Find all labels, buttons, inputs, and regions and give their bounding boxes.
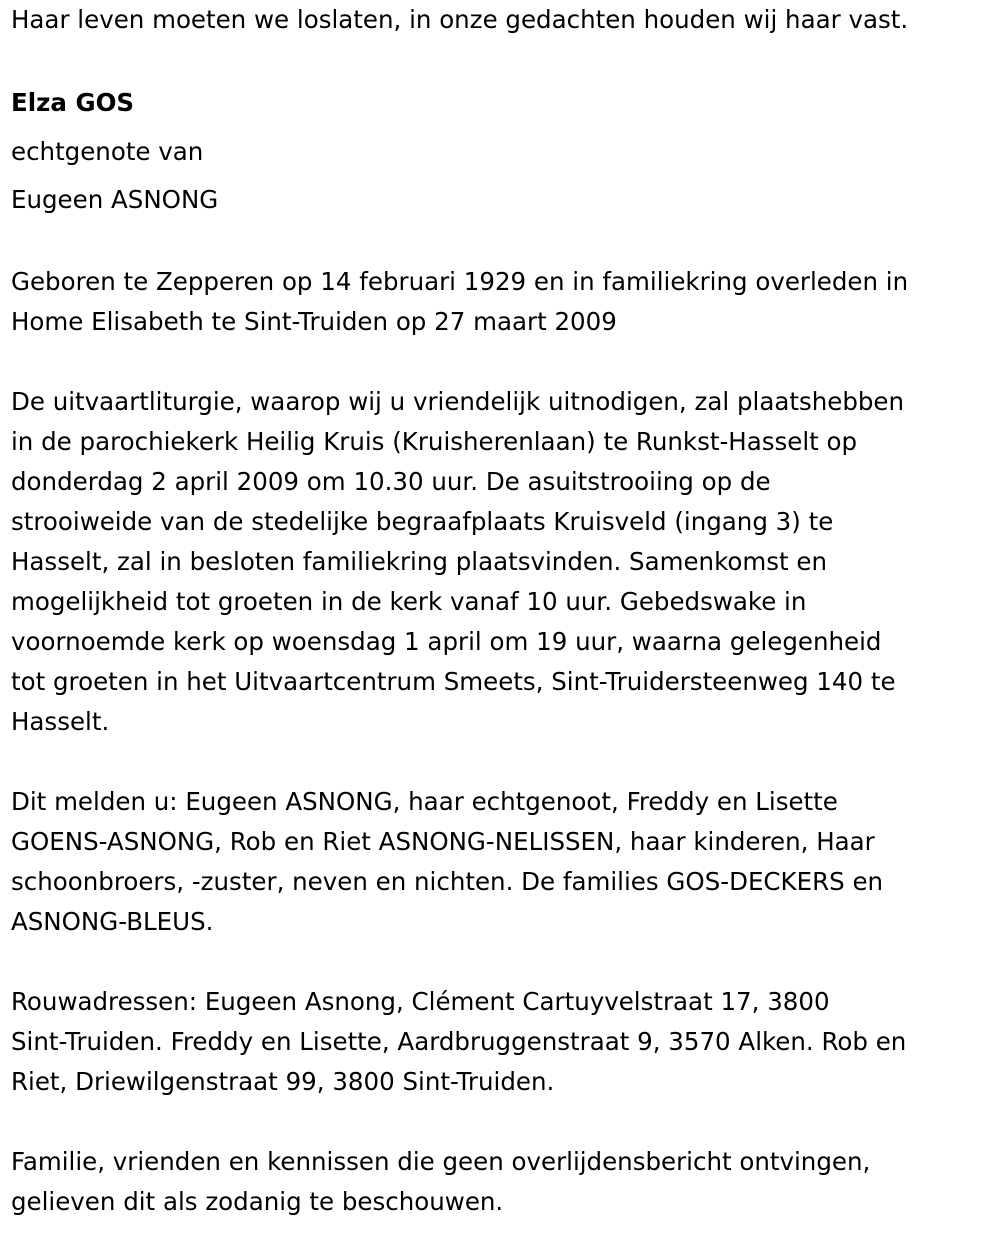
motto-text: Haar leven moeten we loslaten, in onze gedachten houden wij haar vast. — [11, 5, 909, 34]
spacer — [11, 342, 996, 382]
spacer — [11, 224, 996, 262]
paragraph-line: schoonbroers, -zuster, neven en nichten. De families GOS-DECKERS en — [11, 867, 884, 896]
paragraph-line: GOENS-ASNONG, Rob en Riet ASNONG-NELISSEN, haar kinderen, Haar — [11, 827, 875, 856]
paragraph-line: ASNONG-BLEUS. — [11, 907, 214, 936]
paragraph-line: donderdag 2 april 2009 om 10.30 uur. De asuitstrooiing op de — [11, 467, 771, 496]
paragraph-line: gelieven dit als zodanig te beschouwen. — [11, 1187, 504, 1216]
spacer — [11, 942, 996, 982]
paragraph-line: Hasselt, zal in besloten familiekring plaatsvinden. Samenkomst en — [11, 547, 828, 576]
paragraph-line: mogelijkheid tot groeten in de kerk vanaf 10 uur. Gebedswake in — [11, 587, 807, 616]
spacer — [11, 1102, 996, 1142]
paragraph-line: voornoemde kerk op woensdag 1 april om 19 uur, waarna gelegenheid — [11, 627, 882, 656]
announcers-paragraph — [11, 782, 996, 942]
paragraph-line: strooiweide van de stedelijke begraafplaats Kruisveld (ingang 3) te — [11, 507, 834, 536]
paragraph-line: Geboren te Zepperen op 14 februari 1929 en in familiekring overleden in — [11, 267, 909, 296]
spacer — [11, 40, 996, 78]
paragraph-line: Home Elisabeth te Sint-Truiden op 27 maart 2009 — [11, 307, 617, 336]
funeral-paragraph — [11, 382, 996, 742]
paragraph-line: Familie, vrienden en kennissen die geen overlijdensbericht ontvingen, — [11, 1147, 871, 1176]
spacer — [11, 742, 996, 782]
paragraph-line: Dit melden u: Eugeen ASNONG, haar echtgenoot, Freddy en Lisette — [11, 787, 838, 816]
deceased-name: Elza GOS — [11, 88, 135, 117]
paragraph-line: Riet, Driewilgenstraat 99, 3800 Sint-Truiden. — [11, 1067, 555, 1096]
paragraph-line: De uitvaartliturgie, waarop wij u vriendelijk uitnodigen, zal plaatshebben — [11, 387, 905, 416]
addresses-paragraph — [11, 982, 996, 1102]
paragraph-line: Rouwadressen: Eugeen Asnong, Clément Cartuyvelstraat 17, 3800 — [11, 987, 830, 1016]
obituary-document — [11, 0, 996, 1222]
paragraph-line: Sint-Truiden. Freddy en Lisette, Aardbruggenstraat 9, 3570 Alken. Rob en — [11, 1027, 907, 1056]
paragraph-line: Hasselt. — [11, 707, 110, 736]
paragraph-line: tot groeten in het Uitvaartcentrum Smeets, Sint-Truidersteenweg 140 te — [11, 667, 896, 696]
relation-text: echtgenote van — [11, 137, 204, 166]
spouse-name: Eugeen ASNONG — [11, 185, 219, 214]
birth-death-paragraph — [11, 262, 996, 342]
closing-paragraph — [11, 1142, 996, 1222]
paragraph-line: in de parochiekerk Heilig Kruis (Kruisherenlaan) te Runkst-Hasselt op — [11, 427, 858, 456]
